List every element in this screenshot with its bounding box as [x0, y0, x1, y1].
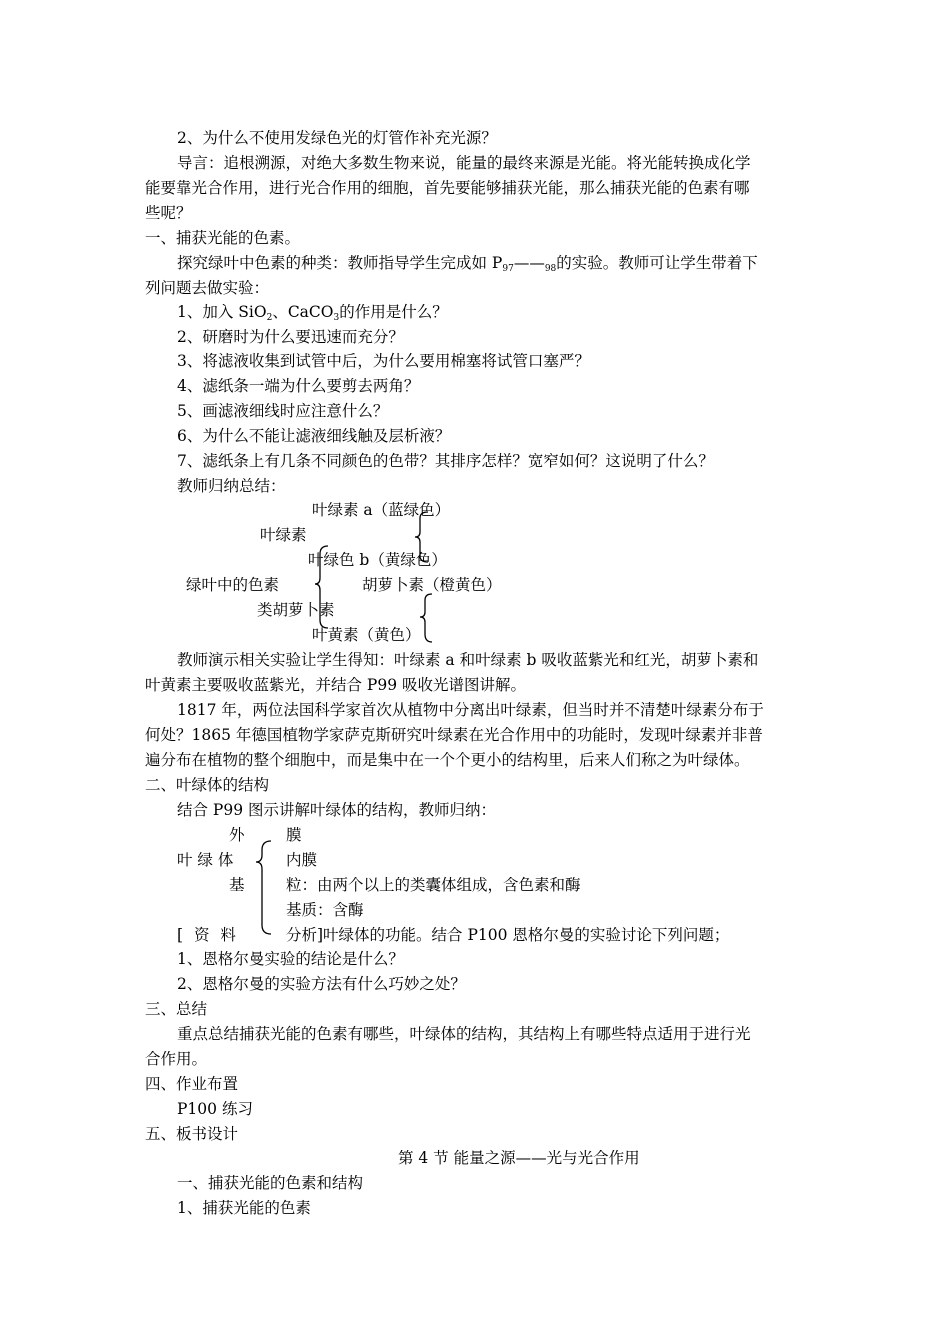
engelmann-question-1: 1、恩格尔曼实验的结论是什么？: [177, 950, 404, 968]
explore-text-a: 探究绿叶中色素的种类：教师指导学生完成如 P: [177, 254, 503, 272]
pigment-carotene: 胡萝卜素（橙黄色）: [362, 576, 502, 594]
pigment-chlorophyll-b: 叶绿色 b（黄绿色）: [308, 551, 447, 569]
summary-line-1: 重点总结捕获光能的色素有哪些，叶绿体的结构，其结构上有哪些特点适用于进行光: [177, 1025, 751, 1043]
section-4-heading: 四、作业布置: [145, 1075, 239, 1093]
question-2-green-light: 2、为什么不使用发绿色光的灯管作补充光源？: [177, 129, 497, 147]
granum-left: 基: [229, 876, 245, 894]
board-title: 第 4 节 能量之源——光与光合作用: [398, 1149, 640, 1167]
experiment-question-4: 4、滤纸条一端为什么要剪去两角？: [177, 377, 420, 395]
material-left: [ 资 料: [177, 926, 236, 944]
board-subheading-1: 一、捕获光能的色素和结构: [177, 1174, 364, 1192]
section-5-heading: 五、板书设计: [145, 1125, 239, 1143]
chloroplast-root-label: 叶 绿 体: [177, 851, 234, 869]
demo-line-2: 叶黄素主要吸收蓝紫光，并结合 P99 吸收光谱图讲解。: [145, 676, 527, 694]
carotenoid-brace: [420, 594, 432, 642]
pigment-carotenoids: 类胡萝卜素: [257, 601, 335, 619]
summary-line-2: 合作用。: [145, 1050, 208, 1068]
section-2-heading: 二、叶绿体的结构: [145, 776, 270, 794]
inner-membrane: 内膜: [286, 851, 318, 869]
experiment-question-2: 2、研磨时为什么要迅速而充分？: [177, 328, 404, 346]
explore-text-b: 的实验。教师可让学生带着下: [556, 254, 758, 272]
teacher-summary-label: 教师归纳总结：: [177, 477, 286, 495]
lead-paragraph-line-3: 些呢？: [145, 204, 192, 222]
experiment-question-6: 6、为什么不能让滤液细线触及层析液？: [177, 427, 451, 445]
explore-dash: ——: [513, 254, 545, 272]
engelmann-question-2: 2、恩格尔曼的实验方法有什么巧妙之处？: [177, 975, 466, 993]
pigment-xanthophyll: 叶黄素（黄色）: [312, 626, 421, 644]
experiment-question-7: 7、滤纸条上有几条不同颜色的色带？其排序怎样？宽窄如何？这说明了什么？: [177, 452, 714, 470]
experiment-question-3: 3、将滤液收集到试管中后，为什么要用棉塞将试管口塞严？: [177, 352, 590, 370]
demo-line-1: 教师演示相关实验让学生得知：叶绿素 a 和叶绿素 b 吸收蓝紫光和红光，胡萝卜素和: [177, 651, 759, 669]
explore-page-sub-2: 98: [544, 264, 557, 274]
history-line-3: 遍分布在植物的整个细胞中，而是集中在一个个更小的结构里，后来人们称之为叶绿体。: [145, 751, 750, 769]
q1-text-a: 1、加入 SiO: [177, 303, 267, 321]
experiment-question-5: 5、画滤液细线时应注意什么？: [177, 402, 389, 420]
pigment-chlorophyll-a: 叶绿素 a（蓝绿色）: [312, 501, 451, 519]
explore-page-sub-1: 97: [502, 264, 514, 274]
explore-line-2: 列问题去做实验：: [145, 279, 270, 297]
section-3-heading: 三、总结: [145, 1000, 208, 1018]
section-1-heading: 一、捕获光能的色素。: [145, 229, 301, 247]
pigment-root-brace: [315, 546, 328, 628]
chlorophyll-brace: [415, 512, 428, 562]
homework-item: P100 练习: [177, 1100, 253, 1118]
chloroplast-structure-brace: [256, 841, 271, 934]
stroma-description: 基质：含酶: [286, 901, 364, 919]
history-line-2: 何处？1865 年德国植物学家萨克斯研究叶绿素在光合作用中的功能时，发现叶绿素并非普: [145, 726, 763, 744]
outer-membrane-left: 外: [229, 826, 245, 844]
history-line-1: 1817 年，两位法国科学家首次从植物中分离出叶绿素，但当时并不清楚叶绿素分布于: [177, 701, 764, 719]
pigment-root-label: 绿叶中的色素: [186, 576, 280, 594]
pigment-chlorophyll: 叶绿素: [260, 526, 307, 544]
outer-membrane-right: 膜: [286, 826, 302, 844]
lead-paragraph-line-2: 能要靠光合作用，进行光合作用的细胞，首先要能够捕获光能，那么捕获光能的色素有哪: [145, 179, 750, 197]
material-analysis: 分析]叶绿体的功能。结合 P100 恩格尔曼的实验讨论下列问题；: [286, 926, 730, 944]
lead-paragraph-line-1: 导言：追根溯源，对绝大多数生物来说，能量的最终来源是光能。将光能转换成化学: [177, 154, 751, 172]
granum-description: 粒：由两个以上的类囊体组成，含色素和酶: [286, 876, 581, 894]
q1-sub-2: 3: [333, 313, 340, 323]
chloroplast-intro: 结合 P99 图示讲解叶绿体的结构，教师归纳：: [177, 801, 497, 819]
q1-text-c: 的作用是什么？: [339, 303, 448, 321]
q1-text-b: 、CaCO: [272, 303, 334, 321]
q1-sub-1: 2: [266, 313, 273, 323]
board-subheading-2: 1、捕获光能的色素: [177, 1199, 311, 1217]
